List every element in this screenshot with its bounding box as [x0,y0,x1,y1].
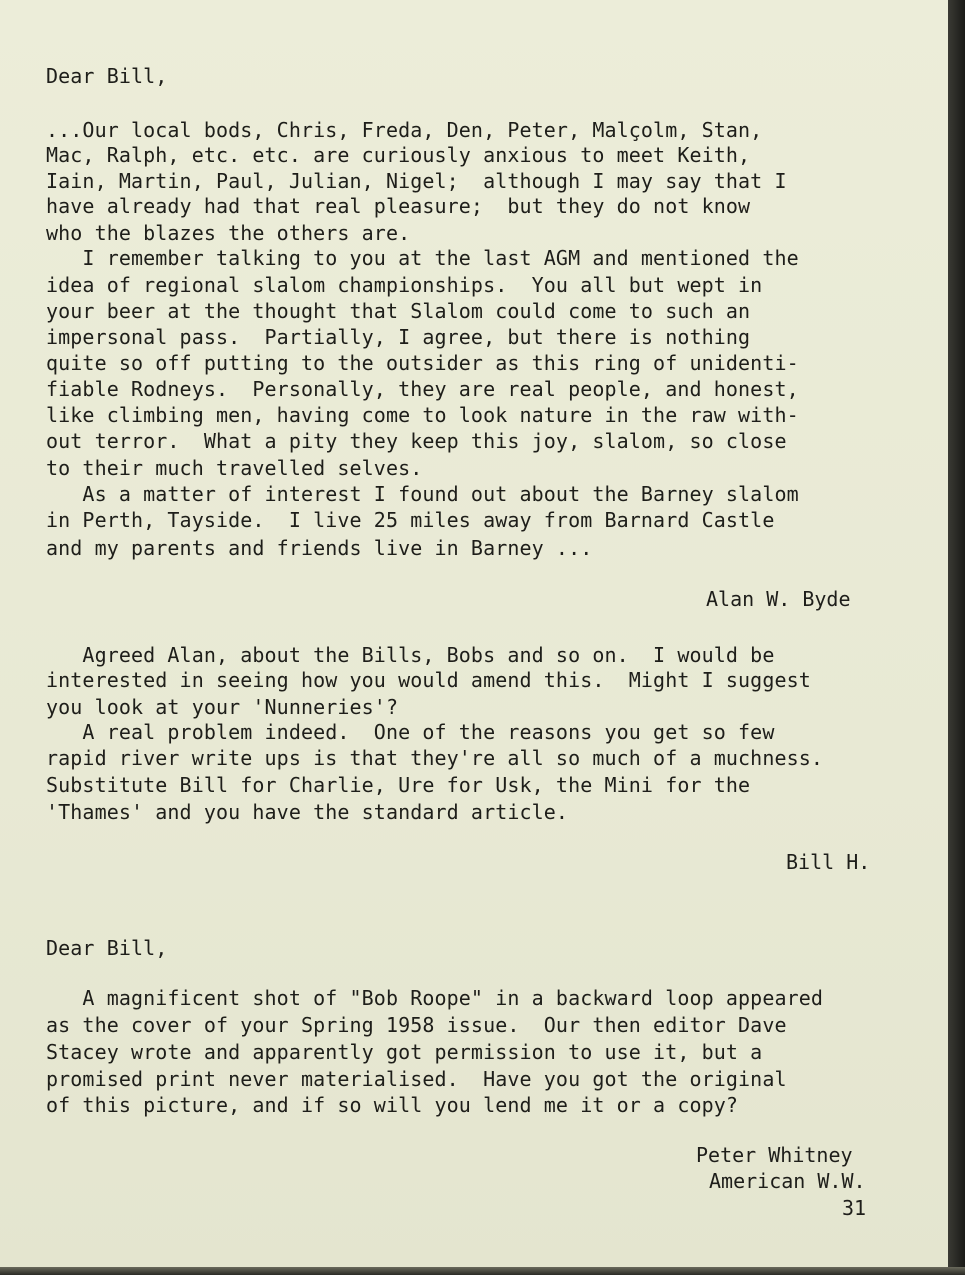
page-number: 31 [842,1196,867,1220]
letter1-line: who the blazes the others are. [46,221,411,245]
letter2-line: Stacey wrote and apparently got permission to use it, but a [46,1040,763,1064]
letter1-line: Iain, Martin, Paul, Julian, Nigel; although I may say that I [46,169,787,193]
reply-line: 'Thames' and you have the standard article. [46,800,569,824]
letter1-signature: Alan W. Byde [706,587,851,611]
letter2-signature-name: Peter Whitney [696,1143,853,1167]
letter1-line: Mac, Ralph, etc. etc. are curiously anxious to meet Keith, [46,143,751,167]
page-bottom-shadow [0,1267,965,1275]
letter1-line: As a matter of interest I found out about the Barney slalom [46,482,799,506]
letter1-salutation: Dear Bill, [46,64,168,88]
letter1-line: fiable Rodneys. Personally, they are real people, and honest, [46,377,799,401]
reply-line: Agreed Alan, about the Bills, Bobs and so on. I would be [46,643,775,667]
letter1-line: like climbing men, having come to look nature in the raw with- [46,403,799,427]
letter2-line: promised print never materialised. Have you got the original [46,1067,787,1091]
reply-line: you look at your 'Nunneries'? [46,695,399,719]
letter1-line: have already had that real pleasure; but they do not know [46,194,751,218]
letter2-signature-affiliation: American W.W. [709,1169,866,1193]
letter1-line: your beer at the thought that Slalom could come to such an [46,299,751,323]
letter1-line: out terror. What a pity they keep this joy, slalom, so close [46,429,787,453]
reply-line: Substitute Bill for Charlie, Ure for Usk, the Mini for the [46,773,751,797]
letter1-line: impersonal pass. Partially, I agree, but there is nothing [46,325,751,349]
reply-line: rapid river write ups is that they're all so much of a muchness. [46,746,824,770]
reply-line: A real problem indeed. One of the reasons you get so few [46,720,775,744]
letter1-line: in Perth, Tayside. I live 25 miles away from Barnard Castle [46,508,775,532]
letter1-line: idea of regional slalom championships. You all but wept in [46,273,763,297]
letter2-line: A magnificent shot of "Bob Roope" in a backward loop appeared [46,986,824,1010]
letter1-line: quite so off putting to the outsider as this ring of unidenti- [46,351,799,375]
letter1-line: to their much travelled selves. [46,456,423,480]
letter2-line: of this picture, and if so will you lend me it or a copy? [46,1093,739,1117]
letter2-salutation: Dear Bill, [46,936,168,960]
letter2-line: as the cover of your Spring 1958 issue. Our then editor Dave [46,1013,787,1037]
letter1-line: ...Our local bods, Chris, Freda, Den, Peter, Malçolm, Stan, [46,118,763,142]
page-edge-shadow [948,0,965,1275]
reply-signature: Bill H. [786,850,871,874]
letter1-line: I remember talking to you at the last AGM and mentioned the [46,246,799,270]
reply-line: interested in seeing how you would amend this. Might I suggest [46,668,811,692]
letter1-line: and my parents and friends live in Barney ... [46,536,593,560]
